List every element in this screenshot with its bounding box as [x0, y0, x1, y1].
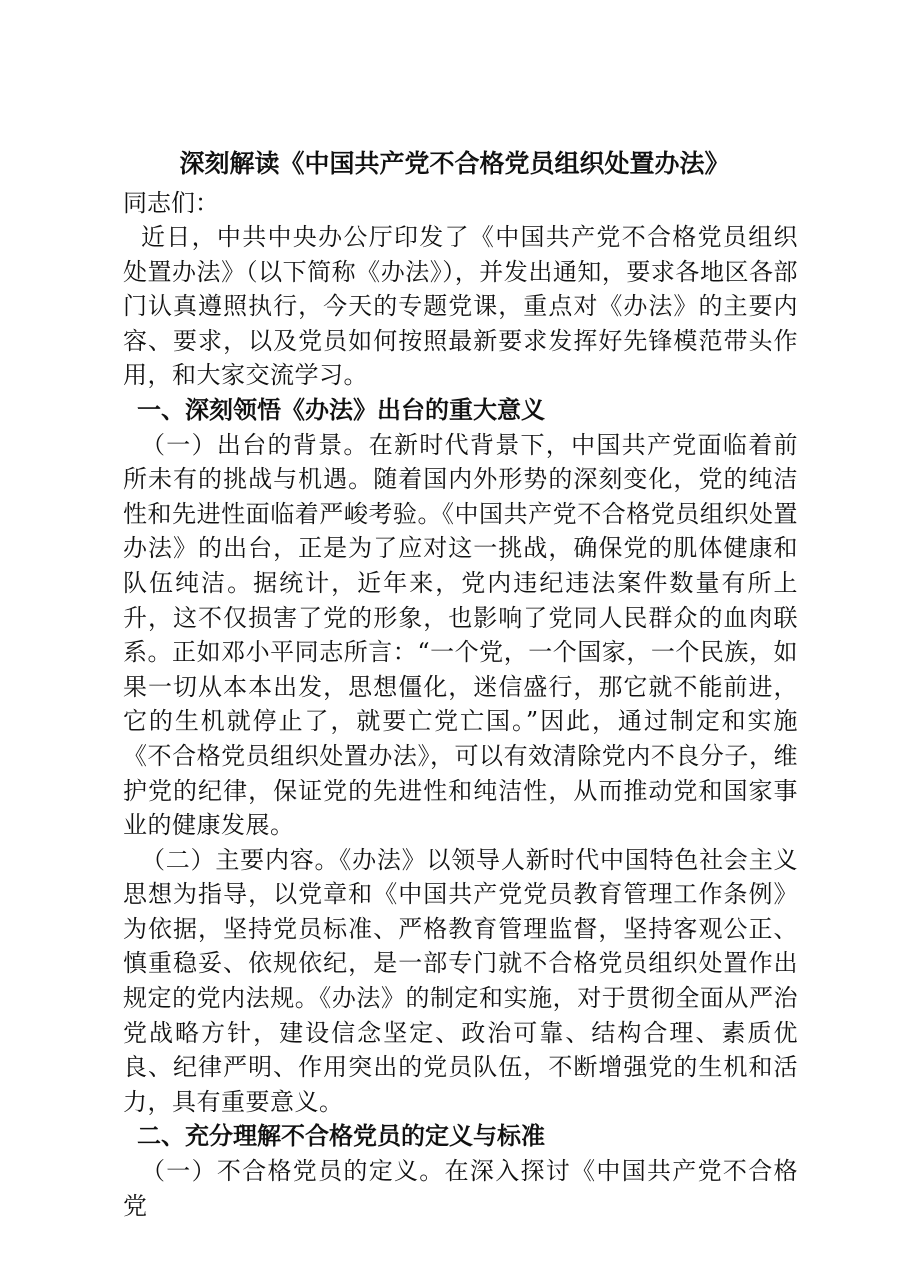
section-1-paragraph-1: （一）出台的背景。在新时代背景下，中国共产党面临着前所未有的挑战与机遇。随着国内外形势的深刻变化，党的纯洁性和先进性面临着严峻考验。《中国共产党不合格党员组织处置办法》的出台，正是为了应对这一挑战，确保党的肌体健康和队伍纯洁。据统计，近年来，党内违纪违法案件数量有所上升，这不仅损害了党的形象，也影响了党同人民群众的血肉联系。正如邓小平同志所言：“一个党，一个国家，一个民族，如果一切从本本出发，思想僵化，迷信盛行，那它就不能前进，它的生机就停止了，就要亡党亡国。”因此，通过制定和实施《不合格党员组织处置办法》，可以有效清除党内不良分子，维护党的纪律，保证党的先进性和纯洁性，从而推动党和国家事业的健康发展。 [123, 430, 798, 840]
document-title: 深刻解读《中国共产党不合格党员组织处置办法》 [179, 149, 730, 178]
intro-paragraph: 近日，中共中央办公厅印发了《中国共产党不合格党员组织处置办法》（以下简称《办法》），并发出通知，要求各地区各部门认真遵照执行，今天的专题党课，重点对《办法》的主要内容、要求，以及党员如何按照最新要求发挥好先锋模范带头作用，和大家交流学习。 [123, 223, 798, 390]
salutation: 同志们： [123, 189, 219, 217]
document-body [123, 220, 798, 1223]
section-2-paragraph-1: （一）不合格党员的定义。在深入探讨《中国共产党不合格党 [123, 1157, 798, 1220]
section-1-paragraph-2: （二）主要内容。《办法》以领导人新时代中国特色社会主义思想为指导，以党章和《中国共产党党员教育管理工作条例》为依据，坚持党员标准、严格教育管理监督，坚持客观公正、慎重稳妥、依规依纪，是一部专门就不合格党员组织处置作出规定的党内法规。《办法》的制定和实施，对于贯彻全面从严治党战略方针，建设信念坚定、政治可靠、结构合理、素质优良、纪律严明、作用突出的党员队伍，不断增强党的生机和活力，具有重要意义。 [123, 845, 798, 1116]
section-2-heading: 二、充分理解不合格党员的定义与标准 [137, 1122, 545, 1151]
section-1-heading: 一、深刻领悟《办法》出台的重大意义 [137, 395, 545, 424]
